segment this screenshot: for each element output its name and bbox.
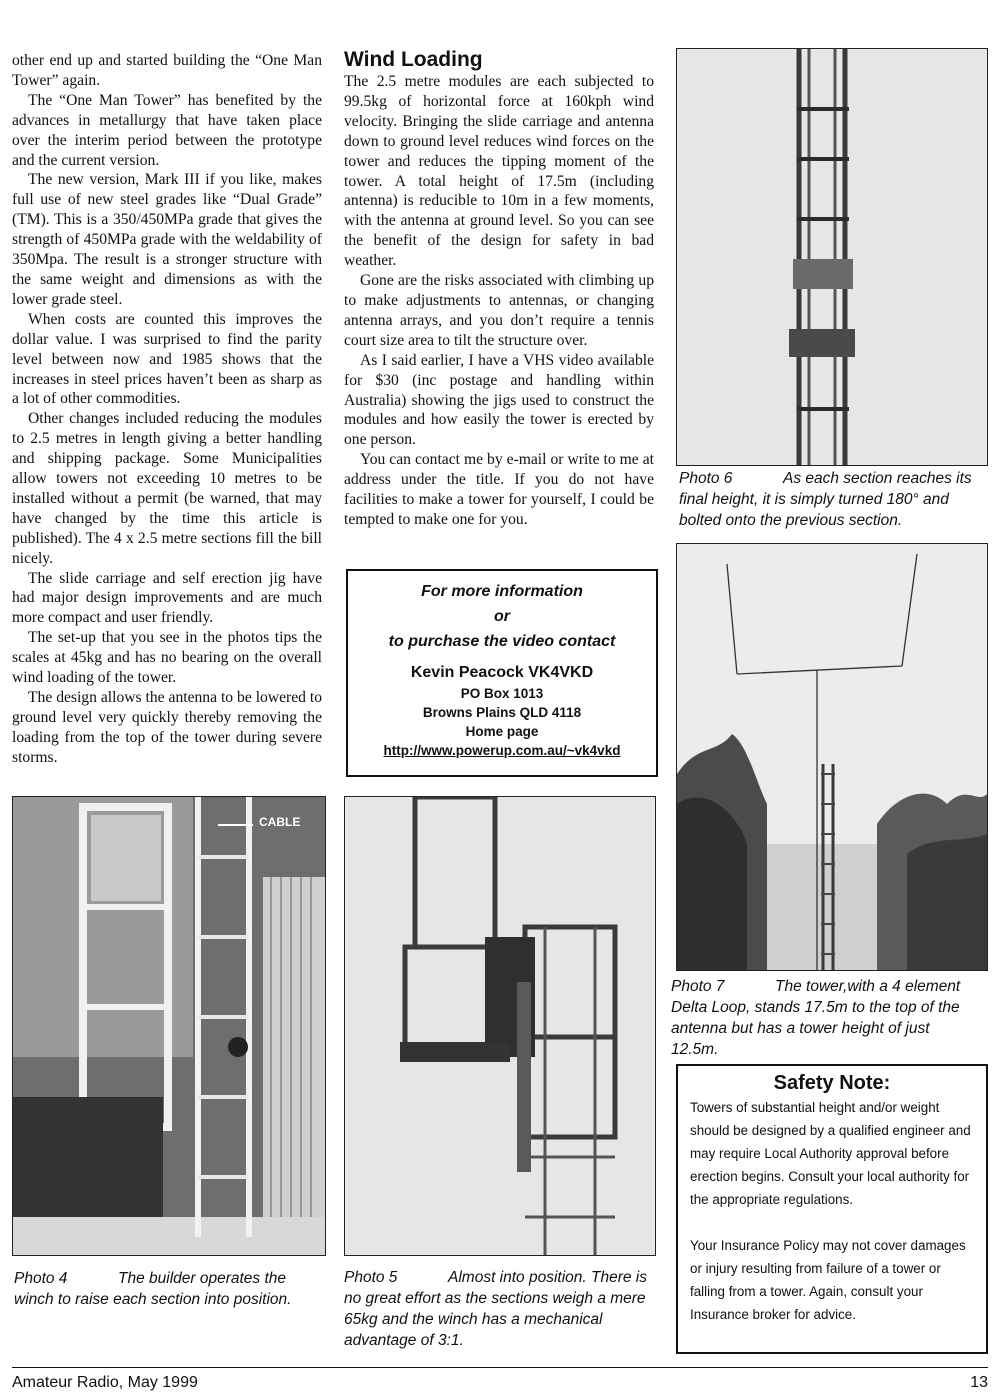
footer-publication: Amateur Radio, May 1999 — [12, 1374, 198, 1391]
safety-title: Safety Note: — [773, 1072, 891, 1094]
info-line: to purchase the video contact — [388, 633, 616, 650]
info-line: For more information — [421, 583, 583, 600]
caption-text: The tower,with a 4 element Delta Loop, stands 17.5m to the top of the antenna but has a tower height of just 12.5m. — [671, 978, 961, 1058]
photo-5-caption — [344, 1267, 654, 1351]
contact-po-box: PO Box 1013 — [460, 686, 544, 701]
caption-text: The builder operates the winch to raise each section into position. — [14, 1270, 292, 1308]
safety-note-box — [676, 1064, 988, 1354]
caption-text: As each section reaches its final height, it is simply turned 180° and bolted onto the previous section. — [679, 470, 972, 529]
contact-name: Kevin Peacock VK4VKD — [410, 664, 594, 681]
photo-label: Photo 5 — [344, 1269, 398, 1286]
paragraph: The slide carriage and self erection jig have had major design improvements and are much more compact and user friendly. — [12, 569, 322, 627]
photo-4-image — [12, 796, 326, 1256]
photo-label: Photo 6 — [679, 470, 733, 487]
safety-paragraph: Your Insurance Policy may not cover damages or injury resulting from failure of a tower or falling from a tower. Again, consult your Insurance broker for advice. — [690, 1238, 966, 1322]
page-footer — [12, 1374, 988, 1392]
paragraph: The set-up that you see in the photos tips the scales at 45kg and has no bearing on the overall wind loading of the tower. — [12, 629, 322, 687]
photo-7-caption — [671, 976, 981, 1060]
photo-4-caption — [14, 1268, 326, 1310]
paragraph: Gone are the risks associated with climbing up to make adjustments to antennas, or changing antenna arrays, and you don’t require a tennis court size area to tilt the structure over. — [344, 272, 654, 349]
photo-7-image — [676, 543, 988, 971]
paragraph: Other changes included reducing the modules to 2.5 metres in length giving a better handling and shipping package. Some Municipalities allow towers not exceeding 10 metres to be installed without a permit (be warned, that may have changed by the time this article is published). The 4 x 2.5 metre sections fill the bill nicely. — [12, 410, 322, 567]
footer-rule — [12, 1367, 988, 1368]
paragraph: The design allows the antenna to be lowered to ground level very quickly thereby removing the loading from the top of the tower during severe storms. — [12, 689, 322, 766]
paragraph: When costs are counted this improves the dollar value. I was surprised to find the parity level between now and 1985 shows that the increases in steel prices haven’t been as sharp as a lot of other commodities. — [12, 310, 322, 408]
caption-text: Almost into position. There is no great effort as the sections weigh a mere 65kg and the winch has a mechanical advantage of 3:1. — [344, 1269, 648, 1349]
photo-6-caption — [679, 468, 985, 531]
column-1 — [12, 51, 322, 768]
page-number: 13 — [970, 1374, 988, 1391]
paragraph: The 2.5 metre modules are each subjected to 99.5kg of horizontal force at 160kph wind velocity. Bringing the slide carriage and antenna down to ground level reduces wind forces on the tower and reduces the tipping moment of the tower. A total height of 17.5m (including antenna) is reducible to 10m in a few moments, with the antenna at ground level. So you can see the benefit of the design for safety in bad weather. — [344, 73, 654, 270]
paragraph: The new version, Mark III if you like, makes full use of new steel grades like “Dual Grade” (TM). This is a 350/450MPa grade that gives the strength of 450MPa grade with the weldability of 350Mpa. The result is a stronger structure with the same weight and dimensions as with the lower grade steel. — [12, 171, 322, 308]
contact-url-link[interactable]: http://www.powerup.com.au/~vk4vkd — [383, 743, 621, 758]
photo-5-image — [344, 796, 656, 1256]
paragraph: The “One Man Tower” has benefited by the advances in metallurgy that have taken place over the interim period between the prototype and the current version. — [12, 91, 322, 169]
section-heading: Wind Loading — [344, 48, 483, 71]
contact-info-box — [346, 569, 658, 777]
photo-label: Photo 4 — [14, 1270, 68, 1287]
info-line: or — [494, 608, 510, 625]
paragraph: As I said earlier, I have a VHS video available for $30 (inc postage and handling within Australia) showing the jigs used to construct the modules and how easily the tower is erected by one person. — [344, 351, 654, 449]
contact-home-label: Home page — [465, 724, 539, 739]
column-2 — [344, 48, 654, 530]
safety-paragraph: Towers of substantial height and/or weight should be designed by a qualified engineer and may require Local Authority approval before erection begins. Consult your local authority for the appropriate regulations. — [690, 1100, 971, 1207]
photo-6-image — [676, 48, 988, 466]
paragraph: other end up and started building the “One Man Tower” again. — [12, 52, 322, 89]
cable-label: CABLE — [259, 815, 301, 829]
photo-label: Photo 7 — [671, 978, 725, 995]
paragraph: You can contact me by e-mail or write to me at address under the title. If you do not have facilities to make a tower for yourself, I could be tempted to make one for you. — [344, 451, 654, 528]
contact-town: Browns Plains QLD 4118 — [422, 705, 582, 720]
